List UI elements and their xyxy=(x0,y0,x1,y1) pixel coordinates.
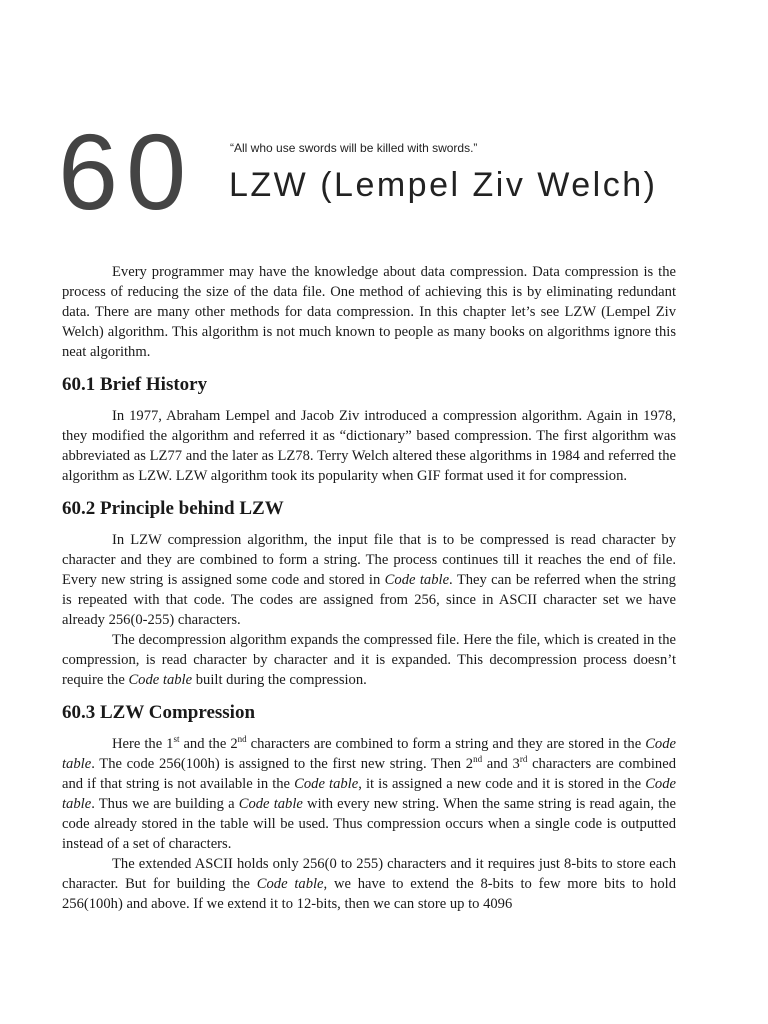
text-run: characters are combined to form a string and they are stored in the xyxy=(246,736,646,752)
chapter-epigraph: “All who use swords will be killed with swords.” xyxy=(230,141,478,155)
chapter-title: LZW (Lempel Ziv Welch) xyxy=(229,166,658,204)
ordinal-suffix: nd xyxy=(473,754,483,765)
text-run: and 3 xyxy=(482,756,520,772)
text-run: . They can be referred when the string is repeated with that code. The codes are assigned from 256, since in ASCII character set we have already 256(0-255) characters. xyxy=(62,572,676,628)
ordinal-suffix: st xyxy=(173,734,180,745)
text-run: . Thus we are building a xyxy=(91,796,239,812)
intro-paragraph: Every programmer may have the knowledge about data compression. Data compression is the process of reducing the size of the data file. One method of achieving this is by eliminating redundant data. There are many other methods for data compression. In this chapter let’s see LZW (Lempel Ziv Welch) algorithm. This algorithm is not much known to people as many books on algorithms ignore this neat algorithm. xyxy=(62,264,676,360)
text-run: built during the compression. xyxy=(192,672,367,688)
code-table-term: Code table xyxy=(128,672,193,688)
text-run: Here the 1 xyxy=(112,736,174,752)
text-run: , we have to extend the 8-bits to few more bits to hold 256(100h) and above. If we extend it to 12-bits, then we can store up to 4096 xyxy=(62,876,676,912)
section-heading-principle: 60.2 Principle behind LZW xyxy=(62,498,284,519)
compression-paragraph-1 xyxy=(62,734,676,854)
section-heading-compression: 60.3 LZW Compression xyxy=(62,702,256,723)
ordinal-suffix: rd xyxy=(519,754,528,765)
text-run: and the 2 xyxy=(179,736,238,752)
code-table-term: Code table xyxy=(62,776,676,812)
principle-paragraph-2 xyxy=(62,630,676,690)
section-heading-history: 60.1 Brief History xyxy=(62,374,208,395)
code-table-term: Code table xyxy=(238,796,303,812)
text-run: In LZW compression algorithm, the input file that is to be compressed is read character by character and they are combined to form a string. The process continues till it reaches the end of file. Every new string is assigned some code and stored in xyxy=(62,532,676,588)
text-run: The extended ASCII holds only 256(0 to 255) characters and it requires just 8-bits to store each character. But for building the xyxy=(62,856,676,892)
compression-paragraph-2 xyxy=(62,854,676,914)
code-table-term: Code table xyxy=(256,876,324,892)
text-run: , it is assigned a new code and it is stored in the xyxy=(358,776,646,792)
principle-paragraph-1 xyxy=(62,530,676,630)
ordinal-suffix: nd xyxy=(237,734,247,745)
code-table-term: Code table xyxy=(384,572,450,588)
chapter-number: 60 xyxy=(58,111,195,232)
body-text xyxy=(62,262,676,914)
code-table-term: Code table xyxy=(62,736,676,772)
history-paragraph: In 1977, Abraham Lempel and Jacob Ziv introduced a compression algorithm. Again in 1978, they modified the algorithm and referred it as “dictionary” based compression. The first algorithm was abbreviated as LZ77 and the later as LZ78. Terry Welch altered these algorithms in 1984 and referred the algorithm as LZW. LZW algorithm took its popularity when GIF format used it for compression. xyxy=(62,408,676,484)
text-run: The decompression algorithm expands the compressed file. Here the file, which is created in the compression, is read character by character and it is expanded. This decompression process doesn’t require the xyxy=(62,632,676,688)
text-run: . The code 256(100h) is assigned to the first new string. Then 2 xyxy=(91,756,474,772)
code-table-term: Code table xyxy=(294,776,359,792)
text-run: with every new string. When the same string is read again, the code already stored in the table will be used. Thus compression occurs when a single code is outputted instead of a set of characters. xyxy=(62,796,676,852)
text-run: characters are combined and if that string is not available in the xyxy=(62,756,676,792)
